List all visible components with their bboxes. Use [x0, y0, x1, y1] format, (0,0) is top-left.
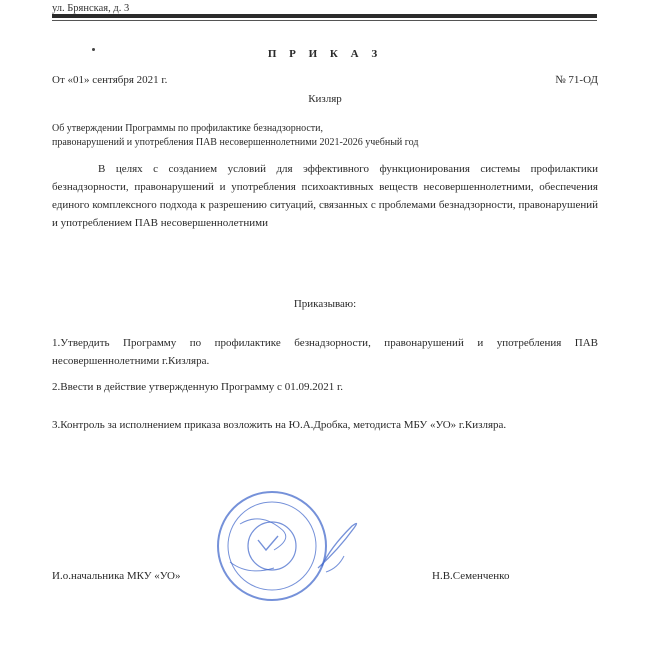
- order-item: 3.Контроль за исполнением приказа возложить на Ю.А.Дробка, методиста МБУ «УО» г.Кизляра.: [52, 419, 507, 431]
- official-stamp-seal: [200, 484, 390, 604]
- header-rule-thin: [52, 20, 597, 21]
- document-title: П Р И К А З: [267, 48, 383, 60]
- document-subject: [52, 122, 418, 150]
- order-heading: Приказываю:: [293, 298, 357, 310]
- signer-name: Н.В.Семенченко: [432, 570, 510, 582]
- header-rule: [52, 14, 597, 18]
- header-address: ул. Брянская, д. 3: [52, 3, 130, 14]
- subject-line-1: Об утверждении Программы по профилактике безнадзорности,: [52, 123, 323, 134]
- document-city: Кизляр: [308, 93, 342, 105]
- document-date: От «01» сентября 2021 г.: [52, 74, 168, 86]
- signer-position: И.о.начальника МКУ «УО»: [52, 570, 181, 582]
- order-item: 1.Утвердить Программу по профилактике безнадзорности, правонарушений и употребления ПАВ несовершеннолетними г.Кизляра.: [52, 337, 598, 367]
- order-item: 2.Ввести в действие утвержденную Программу с 01.09.2021 г.: [52, 381, 343, 393]
- document-number: № 71-ОД: [555, 74, 598, 86]
- body-paragraph: В целях с созданием условий для эффективного функционирования системы профилактики безнадзорности, правонарушений и употребления психоактивных веществ несовершеннолетними, обеспечения единого комплексного подхода к разрешению ситуаций, связанных с проблемами безнадзорности, правонарушений и употреблением ПАВ несовершеннолетними: [52, 163, 598, 229]
- subject-line-2: правонарушений и употребления ПАВ несовершеннолетними 2021-2026 учебный год: [52, 137, 419, 148]
